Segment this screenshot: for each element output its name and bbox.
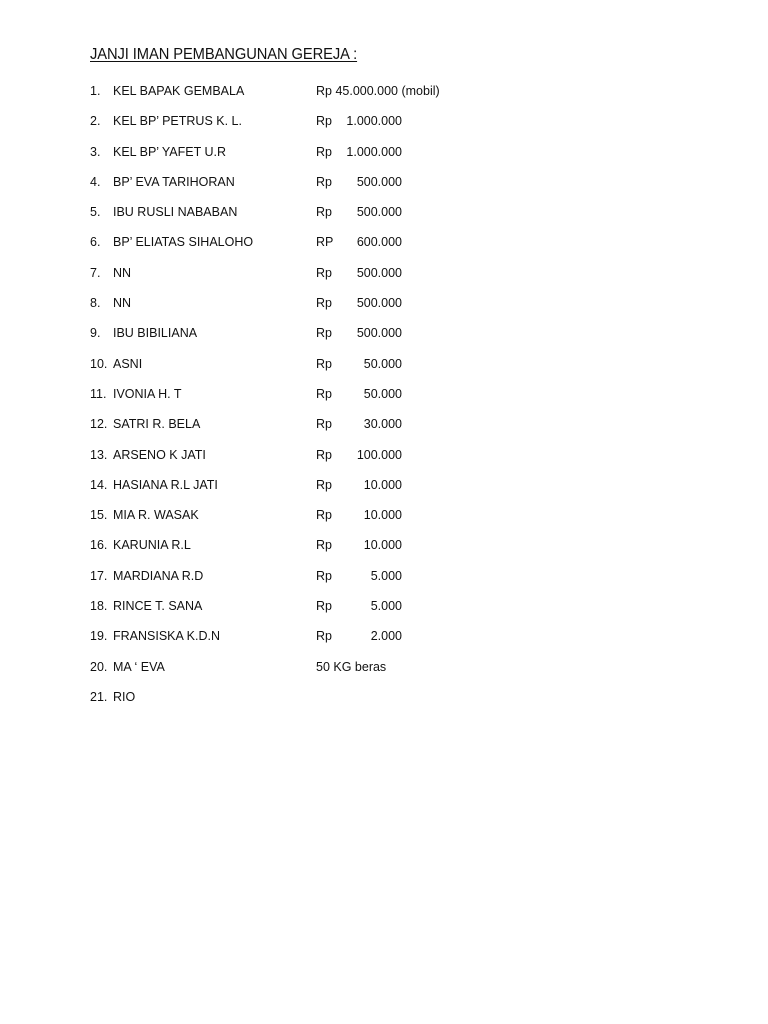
list-item (0, 296, 768, 326)
list-item-name: KEL BP’ YAFET U.R (113, 144, 227, 159)
list-item (0, 660, 768, 690)
list-item-number: 17. (90, 568, 108, 583)
list-item-number: 1. (90, 84, 101, 98)
list-item-name: IVONIA H. T (113, 386, 182, 401)
list-item (0, 690, 768, 720)
list-item-currency: Rp (316, 477, 332, 492)
list-item-amount: 100.000 (356, 447, 402, 462)
list-item (0, 569, 768, 599)
list-item (0, 114, 768, 144)
list-item-number: 11. (90, 386, 107, 401)
list-item-name: FRANSISKA K.D.N (113, 629, 220, 644)
list-item-number: 9. (90, 326, 101, 341)
list-item (0, 448, 768, 478)
list-item-name: ASNI (113, 356, 143, 371)
list-item-number: 12. (90, 417, 108, 432)
list-item-amount: 30.000 (363, 417, 402, 432)
list-item-currency: Rp (316, 356, 332, 371)
list-item-name: NN (113, 296, 132, 311)
list-item-name: IBU RUSLI NABABAN (113, 205, 238, 220)
list-item-number: 6. (90, 235, 101, 250)
list-item-currency: Rp (316, 205, 332, 220)
list-item-amount: 5.000 (370, 599, 402, 614)
list-item-currency: Rp (316, 538, 332, 553)
list-item-name: KEL BP’ PETRUS K. L. (113, 114, 242, 129)
list-item-currency: Rp (316, 265, 332, 280)
list-item-name: RINCE T. SANA (113, 599, 203, 614)
list-item-currency: Rp (316, 417, 332, 432)
list-item (0, 266, 768, 296)
list-item-number: 15. (90, 508, 108, 523)
list-item-number: 20. (90, 659, 108, 674)
list-item-amount: 500.000 (356, 326, 402, 341)
list-item-name: KARUNIA R.L (113, 538, 191, 553)
list-item-amount: 500.000 (356, 265, 402, 280)
list-item-name: ARSENO K JATI (113, 447, 206, 462)
list-item-amount: 1.000.000 (346, 114, 402, 129)
list-item (0, 357, 768, 387)
list-item (0, 387, 768, 417)
list-item (0, 478, 768, 508)
list-item (0, 205, 768, 235)
list-item-name: RIO (113, 689, 136, 704)
list-item-number: 3. (90, 144, 101, 159)
list-item-name: MIA R. WASAK (113, 508, 199, 523)
list-item (0, 145, 768, 175)
list-item-amount: 1.000.000 (346, 144, 402, 159)
list-item-currency: Rp (316, 599, 332, 614)
list-item (0, 417, 768, 447)
list-item-name: MARDIANA R.D (113, 568, 204, 583)
list-item-currency: Rp (316, 296, 332, 311)
list-item-name: BP’ EVA TARIHORAN (113, 174, 235, 189)
list-item-name: BP’ ELIATAS SIHALOHO (113, 235, 254, 250)
list-item-amount: 10.000 (363, 477, 402, 492)
list-item-currency: RP (316, 235, 334, 250)
list-item-number: 5. (90, 205, 101, 220)
list-item-currency: Rp (316, 326, 332, 341)
list-item (0, 508, 768, 538)
list-item-currency: Rp (316, 447, 332, 462)
list-item-number: 8. (90, 296, 101, 311)
list-item-name: NN (113, 265, 132, 280)
list-item (0, 599, 768, 629)
list-item-amount: 2.000 (370, 629, 402, 644)
list-item (0, 175, 768, 205)
list-item-name: KEL BAPAK GEMBALA (113, 84, 245, 98)
list-item-amount: 500.000 (356, 174, 402, 189)
list-item (0, 235, 768, 265)
document-title: JANJI IMAN PEMBANGUNAN GEREJA : (90, 46, 358, 63)
list-item (0, 326, 768, 356)
list-item-name: IBU BIBILIANA (113, 326, 198, 341)
list-item-name: SATRI R. BELA (113, 417, 201, 432)
list-item-currency: Rp (316, 508, 332, 523)
list-item (0, 538, 768, 568)
list-item-number: 19. (90, 629, 108, 644)
list-item-amount: 50.000 (363, 386, 402, 401)
list-item-number: 4. (90, 174, 101, 189)
list-item (0, 629, 768, 659)
list-item-amount: 10.000 (363, 508, 402, 523)
list-item-currency: Rp (316, 144, 332, 159)
list-item-currency: Rp (316, 174, 332, 189)
list-item-currency: Rp (316, 629, 332, 644)
list-item-amount: 600.000 (356, 235, 402, 250)
list-item-currency: Rp (316, 568, 332, 583)
list-item-amount: 10.000 (363, 538, 402, 553)
list-item-name: HASIANA R.L JATI (113, 477, 218, 492)
list-item-number: 16. (90, 538, 108, 553)
list-item-number: 7. (90, 265, 101, 280)
list-item-pledge: 50 KG beras (316, 659, 387, 674)
list-item-number: 13. (90, 447, 108, 462)
list-item-number: 10. (90, 356, 108, 371)
list-item-amount: 500.000 (356, 296, 402, 311)
list-item-amount: 5.000 (370, 568, 402, 583)
list-item-number: 2. (90, 114, 101, 129)
list-item-amount: 50.000 (363, 356, 402, 371)
list-item-number: 14. (90, 477, 108, 492)
list-item-number: 18. (90, 599, 108, 614)
pledge-list (0, 84, 768, 720)
list-item-amount: 500.000 (356, 205, 402, 220)
list-item-number: 21. (90, 689, 108, 704)
list-item (0, 84, 768, 114)
list-item-pledge: Rp 45.000.000 (mobil) (316, 84, 440, 98)
list-item-currency: Rp (316, 386, 332, 401)
list-item-currency: Rp (316, 114, 332, 129)
list-item-name: MA ‘ EVA (113, 659, 165, 674)
